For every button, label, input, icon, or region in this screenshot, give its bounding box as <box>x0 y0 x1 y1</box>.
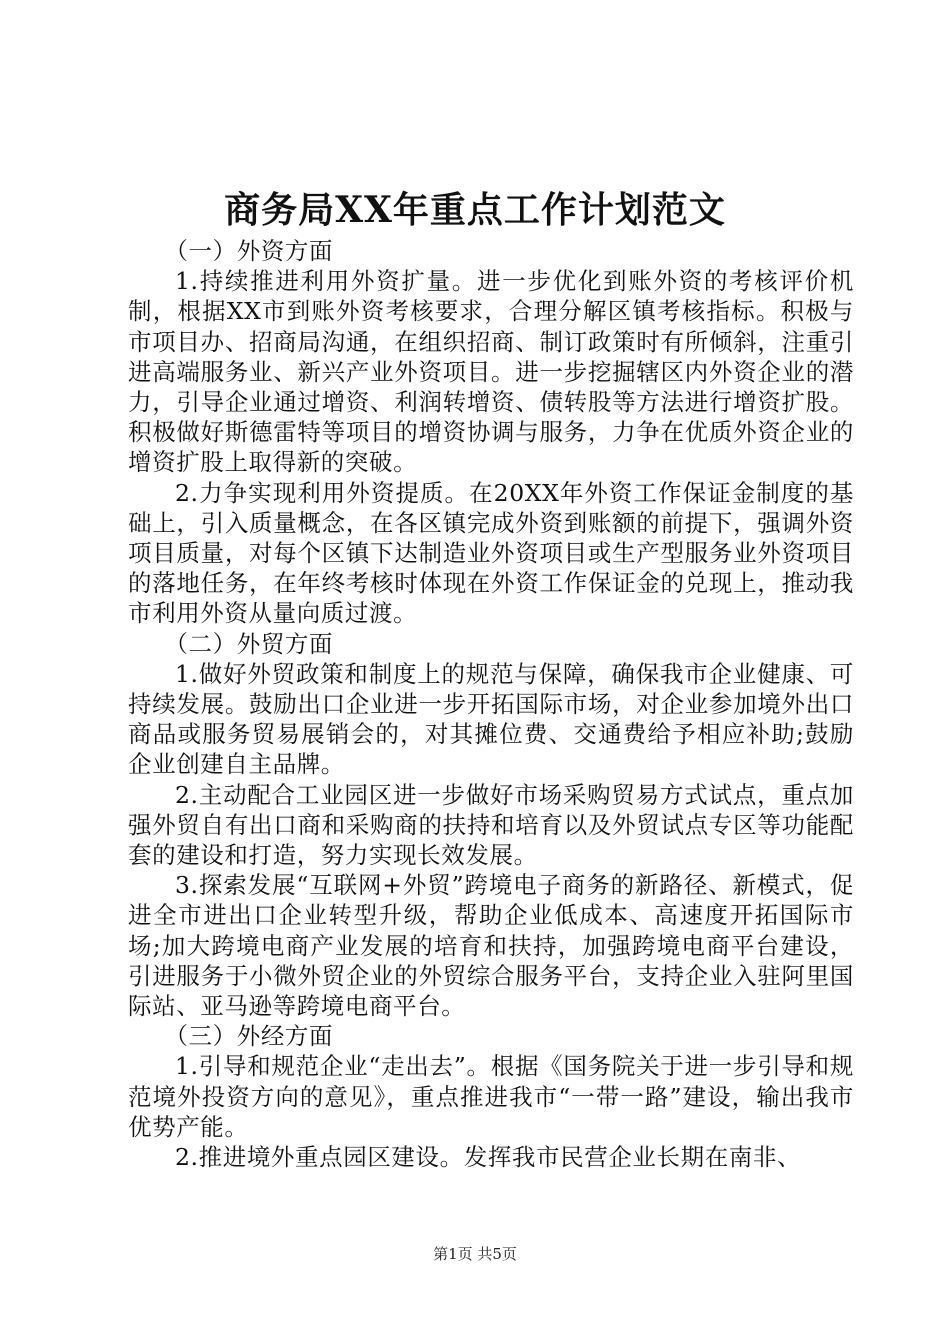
page-number-footer: 第1页 共5页 <box>433 1245 517 1263</box>
section-heading-foreign-economy: （三）外经方面 <box>164 1022 334 1051</box>
paragraph-trade-policy: 1.做好外贸政策和制度上的规范与保障，确保我市企业健康、可持续发展。鼓励出口企业进一步开拓国际市场，对企业参加境外出口商品或服务贸易展销会的，对其摊位费、交通费给予相应补助;鼓励企业创建自主品牌。 <box>128 659 854 779</box>
paragraph-going-global: 1.引导和规范企业“走出去”。根据《国务院关于进一步引导和规范境外投资方向的意见》，重点推进我市“一带一路”建设，输出我市优势产能。 <box>128 1052 854 1141</box>
document-title: 商务局XX年重点工作计划范文 <box>224 189 726 231</box>
section-heading-foreign-trade: （二）外贸方面 <box>164 629 334 658</box>
paragraph-cross-border-ecommerce: 3.探索发展“互联网+外贸”跨境电子商务的新路径、新模式，促进全市进出口企业转型升级，帮助企业低成本、高速度开拓国际市场;加大跨境电商产业发展的培育和扶持，加强跨境电商平台建设，引进服务于小微外贸企业的外贸综合服务平台，支持企业入驻阿里国际站、亚马逊等跨境电商平台。 <box>128 871 854 1021</box>
paragraph-investment-expansion: 1.持续推进利用外资扩量。进一步优化到账外资的考核评价机制，根据XX市到账外资考核要求，合理分解区镇考核指标。积极与市项目办、招商局沟通，在组织招商、制订政策时有所倾斜，注重引进高端服务业、新兴产业外资项目。进一步挖掘辖区内外资企业的潜力，引导企业通过增资、利润转增资、债转股等方法进行增资扩股。积极做好斯德雷特等项目的增资协调与服务，力争在优质外资企业的增资扩股上取得新的突破。 <box>128 267 854 477</box>
section-heading-foreign-investment: （一）外资方面 <box>164 237 334 265</box>
paragraph-investment-quality: 2.力争实现利用外资提质。在20XX年外资工作保证金制度的基础上，引入质量概念，在各区镇完成外资到账额的前提下，强调外资项目质量，对每个区镇下达制造业外资项目或生产型服务业外资项目的落地任务，在年终考核时体现在外资工作保证金的兑现上，推动我市利用外资从量向质过渡。 <box>128 478 854 628</box>
document-body <box>128 236 854 1172</box>
paragraph-overseas-parks: 2.推进境外重点园区建设。发挥我市民营企业长期在南非、 <box>175 1143 802 1172</box>
paragraph-trade-pilot: 2.主动配合工业园区进一步做好市场采购贸易方式试点，重点加强外贸自有出口商和采购商的扶持和培育以及外贸试点专区等功能配套的建设和打造，努力实现长效发展。 <box>128 780 854 870</box>
